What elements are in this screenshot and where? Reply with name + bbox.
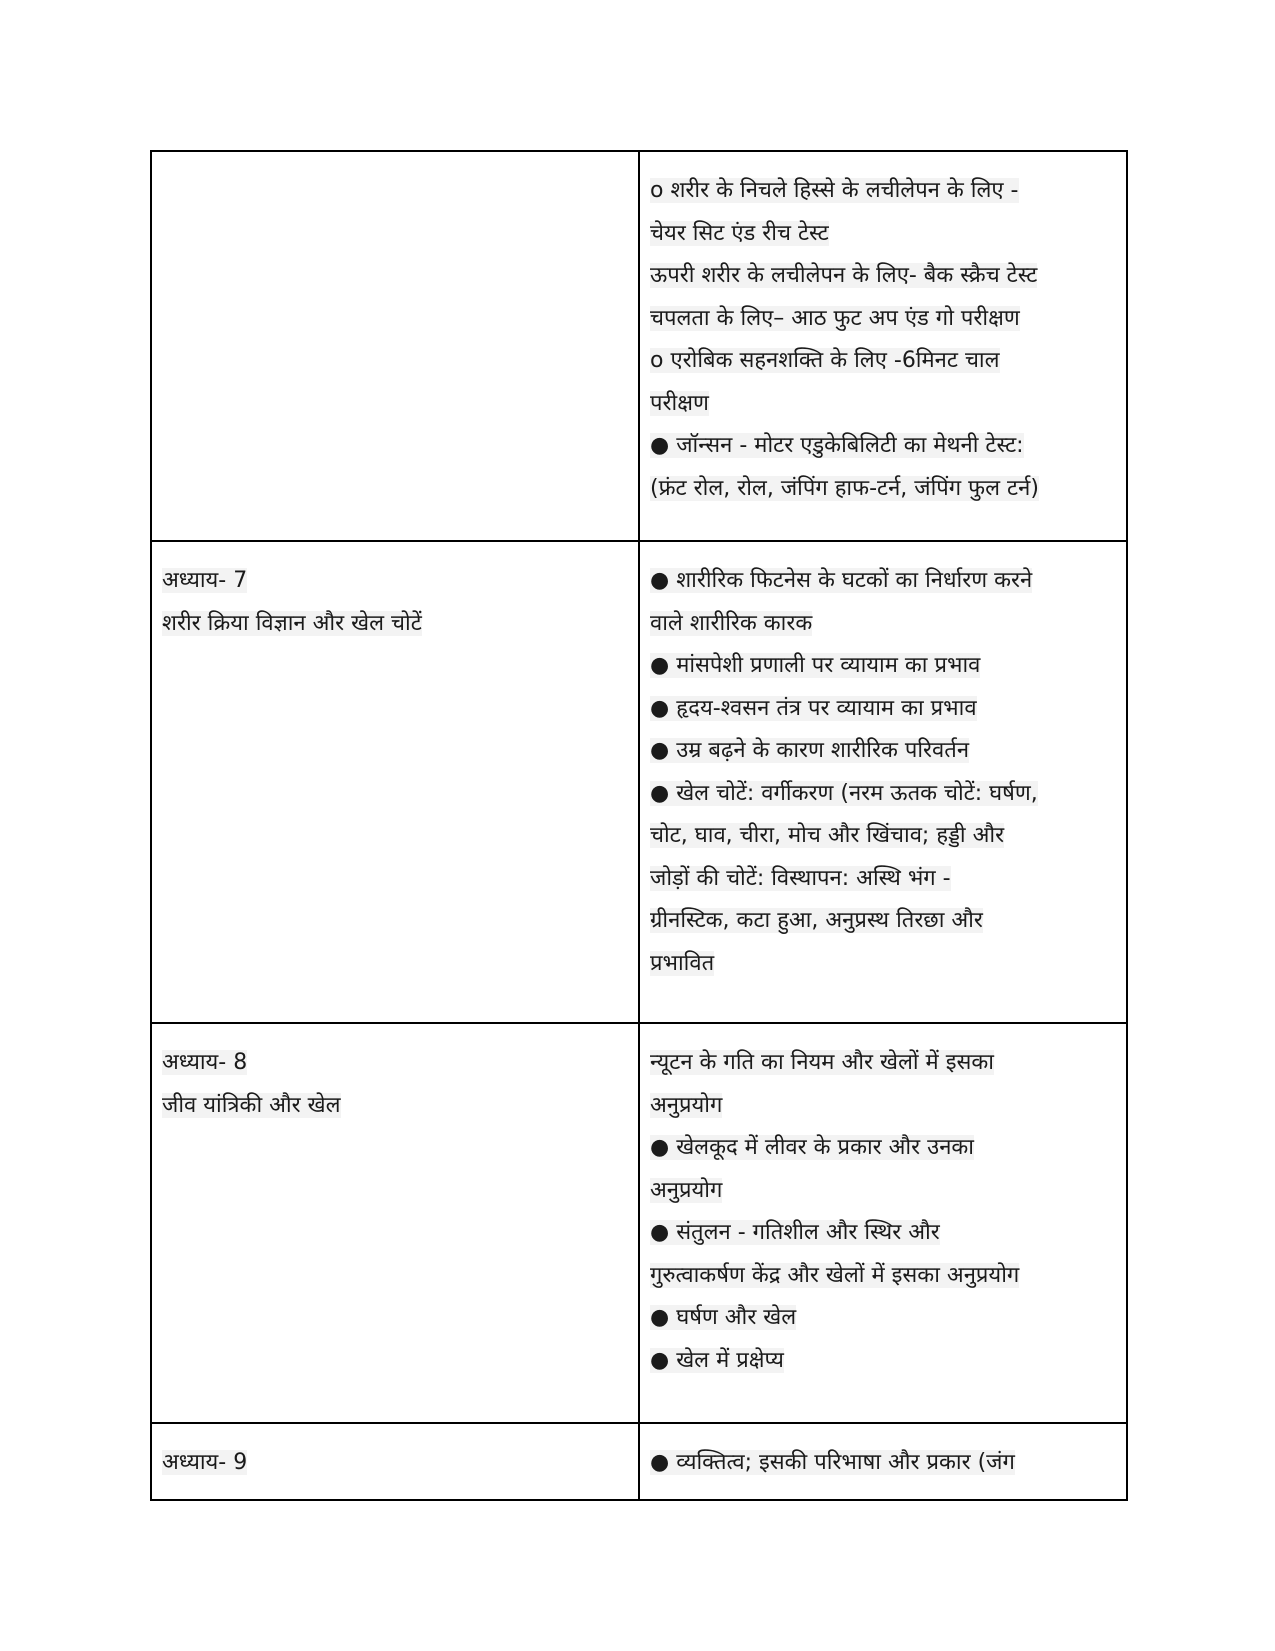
topic-line: ● खेल चोटें: वर्गीकरण (नरम ऊतक चोटें: घर्षण, xyxy=(650,780,1038,806)
chapter-cell xyxy=(151,151,639,541)
topic-line: (फ्रंट रोल, रोल, जंपिंग हाफ-टर्न, जंपिंग फुल टर्न) xyxy=(650,475,1039,501)
topic-line: ● हृदय-श्वसन तंत्र पर व्यायाम का प्रभाव xyxy=(650,695,977,721)
topic-line: अनुप्रयोग xyxy=(650,1092,723,1118)
topic-line: o एरोबिक सहनशक्ति के लिए -6मिनट चाल xyxy=(650,348,1000,373)
table-row xyxy=(151,541,1127,1023)
topic-line: ऊपरी शरीर के लचीलेपन के लिए- बैक स्क्रैच टेस्ट xyxy=(650,263,1038,288)
topics-cell xyxy=(639,541,1127,1023)
chapter-cell xyxy=(151,1023,639,1423)
topic-line: ● शारीरिक फिटनेस के घटकों का निर्धारण करने xyxy=(650,568,1033,593)
table-row xyxy=(151,1423,1127,1500)
topic-line: ● खेलकूद में लीवर के प्रकार और उनका xyxy=(650,1135,975,1160)
table-row xyxy=(151,1023,1127,1423)
topic-line: ● खेल में प्रक्षेप्य xyxy=(650,1347,784,1373)
topic-line: ● व्यक्तित्व; इसकी परिभाषा और प्रकार (जंग xyxy=(650,1450,1015,1475)
topic-line: ● घर्षण और खेल xyxy=(650,1305,797,1330)
topic-line: चोट, घाव, चीरा, मोच और खिंचाव; हड्डी और xyxy=(650,823,1005,848)
chapter-cell xyxy=(151,541,639,1023)
topic-line: परीक्षण xyxy=(650,390,709,416)
chapter-title: शरीर क्रिया विज्ञान और खेल चोटें xyxy=(162,610,422,636)
chapter-number: अध्याय- 9 xyxy=(162,1450,248,1475)
topic-line: चेयर सिट एंड रीच टेस्ट xyxy=(650,220,829,246)
topic-line: ग्रीनस्टिक, कटा हुआ, अनुप्रस्थ तिरछा और xyxy=(650,908,983,933)
topic-line: अनुप्रयोग xyxy=(650,1177,723,1203)
topic-line: वाले शारीरिक कारक xyxy=(650,610,813,636)
topic-line: o शरीर के निचले हिस्से के लचीलेपन के लिए - xyxy=(650,178,1019,203)
topics-cell xyxy=(639,1023,1127,1423)
chapter-title: जीव यांत्रिकी और खेल xyxy=(162,1092,341,1118)
topic-line: ● मांसपेशी प्रणाली पर व्यायाम का प्रभाव xyxy=(650,653,981,678)
topics-cell xyxy=(639,151,1127,541)
chapter-number: अध्याय- 8 xyxy=(162,1050,248,1075)
topic-line: जोड़ों की चोटें: विस्थापन: अस्थि भंग - xyxy=(650,865,951,891)
topic-line: चपलता के लिए– आठ फुट अप एंड गो परीक्षण xyxy=(650,305,1020,331)
syllabus-table xyxy=(150,150,1128,1501)
topic-line: ● जॉन्सन - मोटर एडुकेबिलिटी का मेथनी टेस्ट: xyxy=(650,433,1024,458)
chapter-cell xyxy=(151,1423,639,1500)
topic-line: गुरुत्वाकर्षण केंद्र और खेलों में इसका अनुप्रयोग xyxy=(650,1262,1020,1288)
topics-cell xyxy=(639,1423,1127,1500)
topic-line: ● उम्र बढ़ने के कारण शारीरिक परिवर्तन xyxy=(650,738,970,763)
topic-line: ● संतुलन - गतिशील और स्थिर और xyxy=(650,1220,940,1245)
topic-line: प्रभावित xyxy=(650,950,715,976)
table-row xyxy=(151,151,1127,541)
topic-line: न्यूटन के गति का नियम और खेलों में इसका xyxy=(650,1050,994,1075)
chapter-number: अध्याय- 7 xyxy=(162,568,248,593)
